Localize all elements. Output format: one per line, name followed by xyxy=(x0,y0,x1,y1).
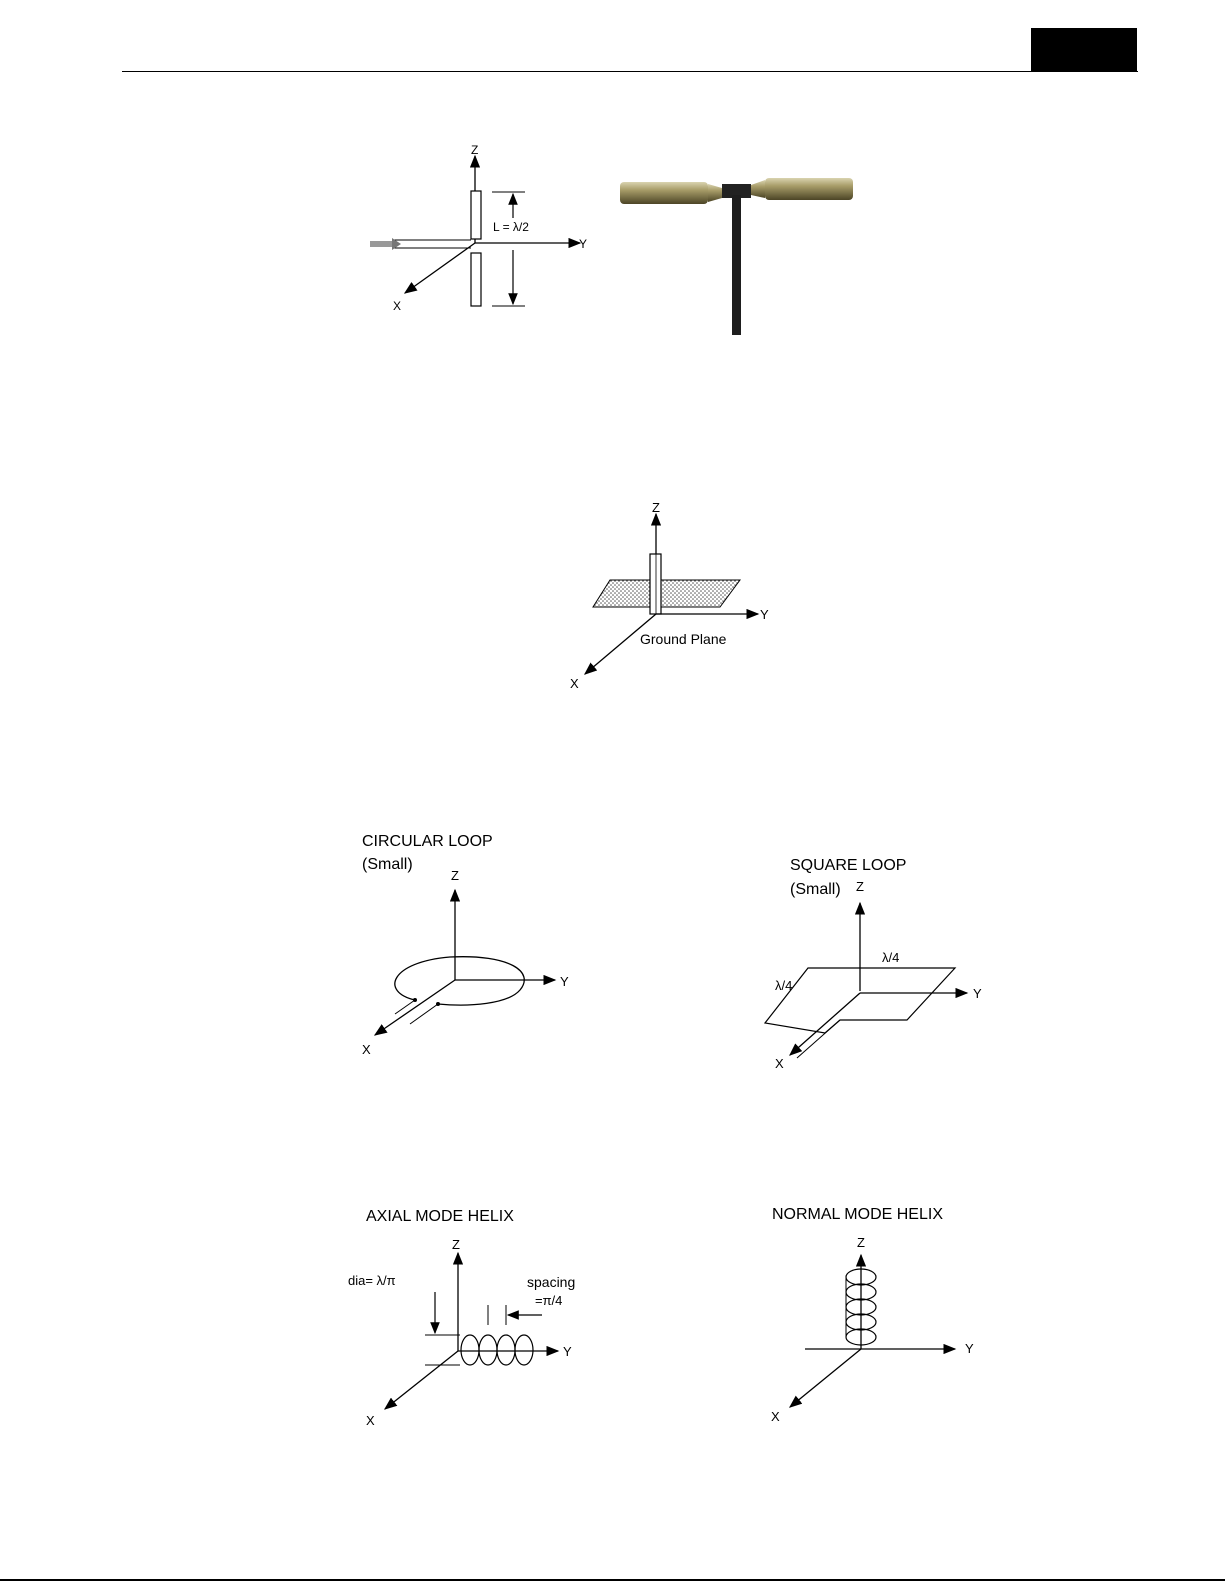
axial-helix-diagram xyxy=(330,1195,610,1450)
axial-helix-spacing-label: spacing xyxy=(527,1274,576,1290)
axial-helix-title: AXIAL MODE HELIX xyxy=(366,1208,514,1225)
square-loop-axis-z: Z xyxy=(856,879,864,894)
dipole-antenna-photo xyxy=(612,170,862,340)
page-number-tab xyxy=(1031,28,1137,72)
dipole-axis-y: Y xyxy=(579,237,588,251)
circular-loop-axis-y: Y xyxy=(560,974,569,989)
square-loop-subtitle: (Small) xyxy=(790,881,841,898)
axial-helix-dia-label: dia= λ/π xyxy=(348,1273,396,1288)
footer-rule xyxy=(0,1579,1225,1581)
dipole-axis-z: Z xyxy=(471,143,479,157)
square-loop-title: SQUARE LOOP xyxy=(790,857,907,874)
circular-loop-subtitle: (Small) xyxy=(362,856,413,873)
circular-loop-axis-z: Z xyxy=(451,868,459,883)
normal-helix-axis-x: X xyxy=(771,1409,780,1424)
square-loop-axis-y: Y xyxy=(973,986,982,1001)
dipole-diagram xyxy=(355,138,605,343)
normal-helix-title: NORMAL MODE HELIX xyxy=(772,1206,943,1223)
axial-helix-axis-y: Y xyxy=(563,1344,572,1359)
axial-helix-axis-z: Z xyxy=(452,1237,460,1252)
dipole-axis-x: X xyxy=(393,299,402,313)
square-loop-side-top: λ/4 xyxy=(882,950,900,965)
header-rule xyxy=(122,71,1138,72)
circular-loop-diagram xyxy=(340,822,600,1082)
circular-loop-axis-x: X xyxy=(362,1042,371,1057)
square-loop-side-left: λ/4 xyxy=(775,978,793,993)
axial-helix-spacing-value: =π/4 xyxy=(535,1293,563,1308)
monopole-axis-y: Y xyxy=(760,607,769,622)
circular-loop-title: CIRCULAR LOOP xyxy=(362,833,493,850)
square-loop-axis-x: X xyxy=(775,1056,784,1071)
dipole-length-label: L = λ/2 xyxy=(493,220,529,234)
square-loop-diagram xyxy=(745,843,1010,1088)
monopole-ground-label: Ground Plane xyxy=(640,631,727,647)
normal-helix-diagram xyxy=(765,1195,1015,1450)
monopole-axis-x: X xyxy=(570,676,579,691)
monopole-axis-z: Z xyxy=(652,500,660,515)
normal-helix-axis-z: Z xyxy=(857,1235,865,1250)
axial-helix-axis-x: X xyxy=(366,1413,375,1428)
normal-helix-axis-y: Y xyxy=(965,1341,974,1356)
monopole-diagram xyxy=(530,492,790,702)
